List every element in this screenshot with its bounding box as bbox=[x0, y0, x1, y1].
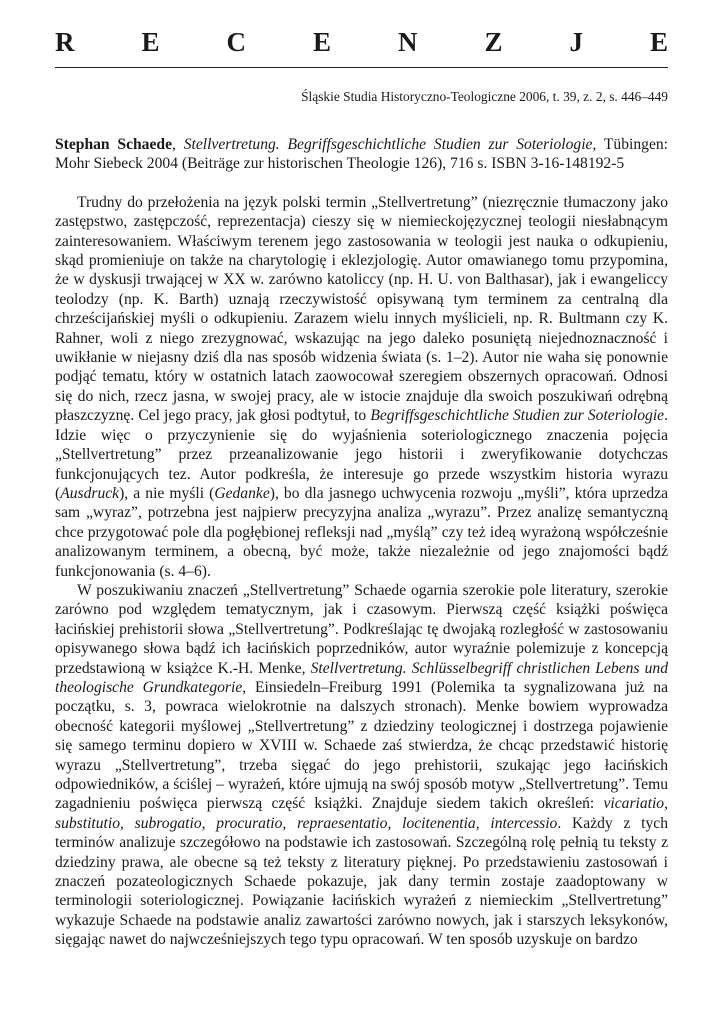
paragraph-text: ), bo dla jasnego uchwycenia rozwoju „myśli”, która uprzedza sam „wyraz”, potrzebna jest najpierw precyzyjna analiza „wyrazu”. Przez analizę semantyczną chce przygotować pole dla pogłębionej refleksji nad „myślą” czy też ideą wyrażoną współcześnie analizowanym terminem, a obecną, być może, także niezależnie od jego znajomości bądź funkcjonowania (s. 4–6). bbox=[55, 484, 668, 580]
section-heading bbox=[55, 26, 668, 58]
italic-phrase: vicariatio, substitutio, subrogatio, procuratio, repraesentatio, locitenentia, intercessio bbox=[55, 795, 668, 832]
paragraph-text: , Einsiedeln–Freiburg 1991 (Polemika ta sygnalizowana już na początku, s. 3, powraca wielokrotnie na dalszych stronach). Menke bowiem wyprowadza obecność kategorii myślowej „Stellvertretung” z dziedziny teologicznej i dostrzega pojawienie się samego terminu dopiero w XVIII w. Schaede zaś stwierdza, że chcąc przedstawić historię wyrazu „Stellvertretung”, trzeba sięgać do jego prehistorii, szukając jego łacińskich odpowiedników, a ściślej – wyrażeń, które ujmują na swój sposób motyw „Stellvertretung”. Temu zagadnieniu poświęca pierwszą część książki. Znajduje siedem takich określeń: bbox=[55, 678, 668, 813]
italic-phrase: Begriffsgeschichtliche Studien zur Soteriologie bbox=[370, 407, 665, 425]
heading-letter: J bbox=[569, 27, 583, 57]
heading-letter: C bbox=[226, 27, 246, 57]
italic-phrase: Gedanke bbox=[214, 484, 270, 502]
heading-letter: Z bbox=[484, 27, 503, 57]
italic-phrase: Stellvertretung. Schlüsselbegriff christlichen Lebens und theologische Grundkategorie bbox=[55, 659, 668, 696]
journal-reference: Śląskie Studia Historyczno-Teologiczne 2006, t. 39, z. 2, s. 446–449 bbox=[301, 89, 668, 104]
paragraph-text: Trudny do przełożenia na język polski termin „Stellvertretung” (niezręcznie tłumaczony jako zastępstwo, zastępczość, reprezentacja) cieszy się w niemieckojęzycznej teologii niesłabnącym zainteresowaniem. Właściwym terenem jego zastosowania w teologii jest nauka o odkupieniu, skąd promieniuje on także na charytologię i eklezjologię. Autor omawianego tomu przypomina, że w dyskusji trwającej w XX w. zarówno katoliccy (np. H. U. von Balthasar), jak i ewangeliccy teolodzy (np. K. Barth) uznają rzeczywistość opisywaną tym terminem za centralną dla chrześcijańskiej myśli o odkupieniu. Zarazem wielu innych myślicieli, np. R. Bultmann czy K. Rahner, woli z niego zrezygnować, wskazując na jego daleko posuniętą niejednoznaczność i uwikłanie w niejasny dziś dla nas sposób widzenia świata (s. 1–2). Autor nie waha się ponownie podjąć tematu, który w ostatnich latach zaowocował szeregiem obszernych opracowań. Odnosi się do nich, rzecz jasna, w swojej pracy, ale w istocie znajduje dla swoich poszukiwań odrębną płaszczyznę. Cel jego pracy, jak głosi podtytuł, to bbox=[55, 193, 668, 425]
heading-letter: E bbox=[649, 27, 668, 57]
paragraph-text: . Idzie więc o przyczynienie się do wyjaśnienia soteriologicznego znaczenia pojęcia „Stellvertretung” przez przeanalizowanie jego historii i zweryfikowanie dotychczas funkcjonujących tez. Autor podkreśla, że interesuje go przede wszystkim historia wyrazu ( bbox=[55, 407, 668, 502]
paragraph bbox=[55, 193, 668, 581]
paragraph-text: ), a nie myśli ( bbox=[119, 484, 215, 502]
paragraph-text: . Każdy z tych terminów analizuje szczegółowo na podstawie ich zastosowań. Szczególną rolę pełnią tu teksty z dziedziny prawa, ale obecne są też teksty z literatury pięknej. Po przedstawieniu zastosowań i znaczeń pozateologicznych Schaede pokazuje, jak dany termin zostaje zaadoptowany w terminologii soteriologicznej. Powiązanie łacińskich wyrażeń z niemieckim „Stellvertretung” wykazuje Schaede na podstawie analiz zawartości zarówno nowych, jak i starszych leksykonów, sięgając nawet do najwcześniejszych tego typu opracowań. W ten sposób uzyskuje on bardzo bbox=[55, 814, 668, 949]
paragraph bbox=[55, 581, 668, 950]
review-body bbox=[55, 135, 668, 950]
book-author: Stephan Schaede bbox=[55, 136, 172, 153]
italic-phrase: Ausdruck bbox=[60, 484, 120, 502]
heading-letter: E bbox=[141, 27, 160, 57]
book-publication-details: , Tübingen: Mohr Siebeck 2004 (Beiträge zur historischen Theologie 126), 716 s. ISBN 3-16-148192-5 bbox=[55, 136, 668, 173]
citation-separator: , bbox=[172, 136, 184, 153]
reviewed-book-citation bbox=[55, 135, 668, 174]
heading-letter: R bbox=[55, 27, 75, 57]
heading-letter: E bbox=[312, 27, 331, 57]
heading-divider bbox=[55, 67, 668, 68]
paragraph-text: W poszukiwaniu znaczeń „Stellvertretung” Schaede ogarnia szerokie pole literatury, szerokie zarówno pod względem tematycznym, jak i czasowym. Pierwszą część książki poświęca łacińskiej prehistorii słowa „Stellvertretung”. Podkreślając tę dwojaką rozległość w zastosowaniu opisywanego słowa bądź ich łacińskich poprzedników, autor wyraźnie polemizuje z koncepcją przedstawioną w książce K.-H. Menke, bbox=[55, 581, 668, 677]
heading-letter: N bbox=[397, 27, 418, 57]
book-title: Stellvertretung. Begriffsgeschichtliche Studien zur Soteriologie bbox=[183, 136, 593, 153]
